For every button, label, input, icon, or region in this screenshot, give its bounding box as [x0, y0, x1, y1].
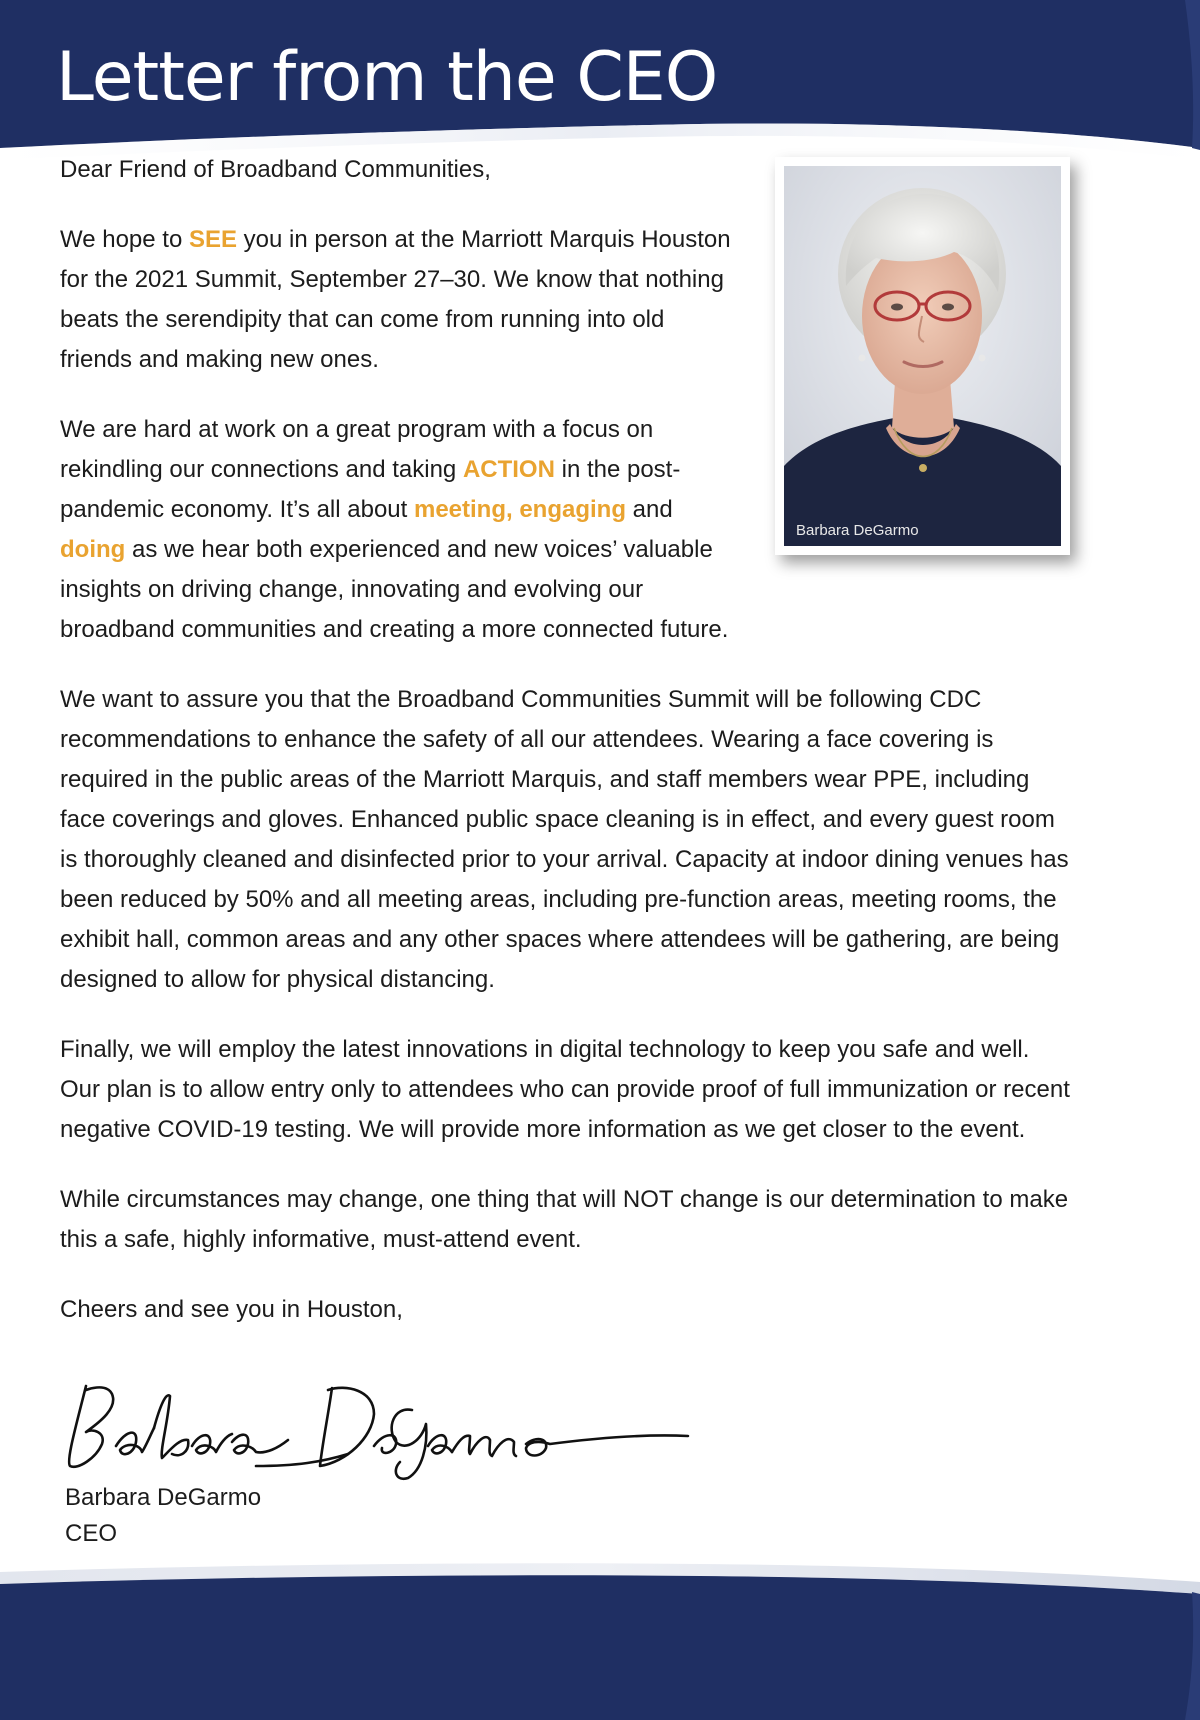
- p2-highlight-action: ACTION: [462, 456, 555, 483]
- p2-text-pre: We are hard at work on a great program with a focus on rekindling our connections and taking: [60, 416, 654, 483]
- signer-title: CEO: [65, 1520, 118, 1547]
- p2-highlight-meeting: meeting, engaging: [413, 496, 626, 523]
- paragraph-4: Finally, we will employ the latest innovations in digital technology to keep you safe and well. Our plan is to allow entry only to attendees who can provide proof of full immunization or recent negative COVID-19 testing. We will provide more information as we get closer to the event.: [60, 1036, 1070, 1143]
- portrait-photo-frame: [775, 157, 1070, 555]
- letter-body: [60, 150, 1070, 1580]
- signature-image: [56, 1366, 696, 1486]
- photo-caption: Barbara DeGarmo: [796, 522, 919, 539]
- p2-highlight-doing: doing: [60, 536, 126, 563]
- signer-name: Barbara DeGarmo: [65, 1484, 262, 1511]
- p2-text-mid2: and: [626, 496, 673, 523]
- portrait-image: [784, 166, 1061, 546]
- p1-text-post: you in person at the Marriott Marquis Houston for the 2021 Summit, September 27–30. We know that nothing beats the serendipity that can come from running into old friends and making new ones.: [60, 226, 731, 373]
- closing-line: Cheers and see you in Houston,: [60, 1296, 403, 1323]
- footer-band: [0, 1560, 1200, 1720]
- p1-highlight: SEE: [188, 226, 238, 253]
- p2-text-mid1: in the post-pandemic economy. It’s all about: [60, 456, 681, 523]
- paragraph-3: We want to assure you that the Broadband Communities Summit will be following CDC recommendations to enhance the safety of all our attendees. Wearing a face covering is required in the public areas of the Marriott Marquis, and staff members wear PPE, including face coverings and gloves. Enhanced public space cleaning is in effect, and every guest room is thoroughly cleaned and disinfected prior to your arrival. Capacity at indoor dining venues has been reduced by 50% and all meeting areas, including pre-function areas, meeting rooms, the exhibit hall, common areas and any other spaces where attendees will be gathering, are being designed to allow for physical distancing.: [60, 686, 1069, 993]
- portrait-photo: [784, 166, 1061, 546]
- paragraph-5: While circumstances may change, one thing that will NOT change is our determination to make this a safe, highly informative, must-attend event.: [60, 1186, 1069, 1253]
- salutation: Dear Friend of Broadband Communities,: [60, 156, 491, 183]
- p1-text-pre: We hope to: [60, 226, 189, 253]
- p2-text-post: as we hear both experienced and new voices’ valuable insights on driving change, innovating and evolving our broadband communities and creating a more connected future.: [60, 536, 729, 643]
- page-title: Letter from the CEO: [56, 38, 718, 117]
- signature-block: [60, 1360, 1070, 1580]
